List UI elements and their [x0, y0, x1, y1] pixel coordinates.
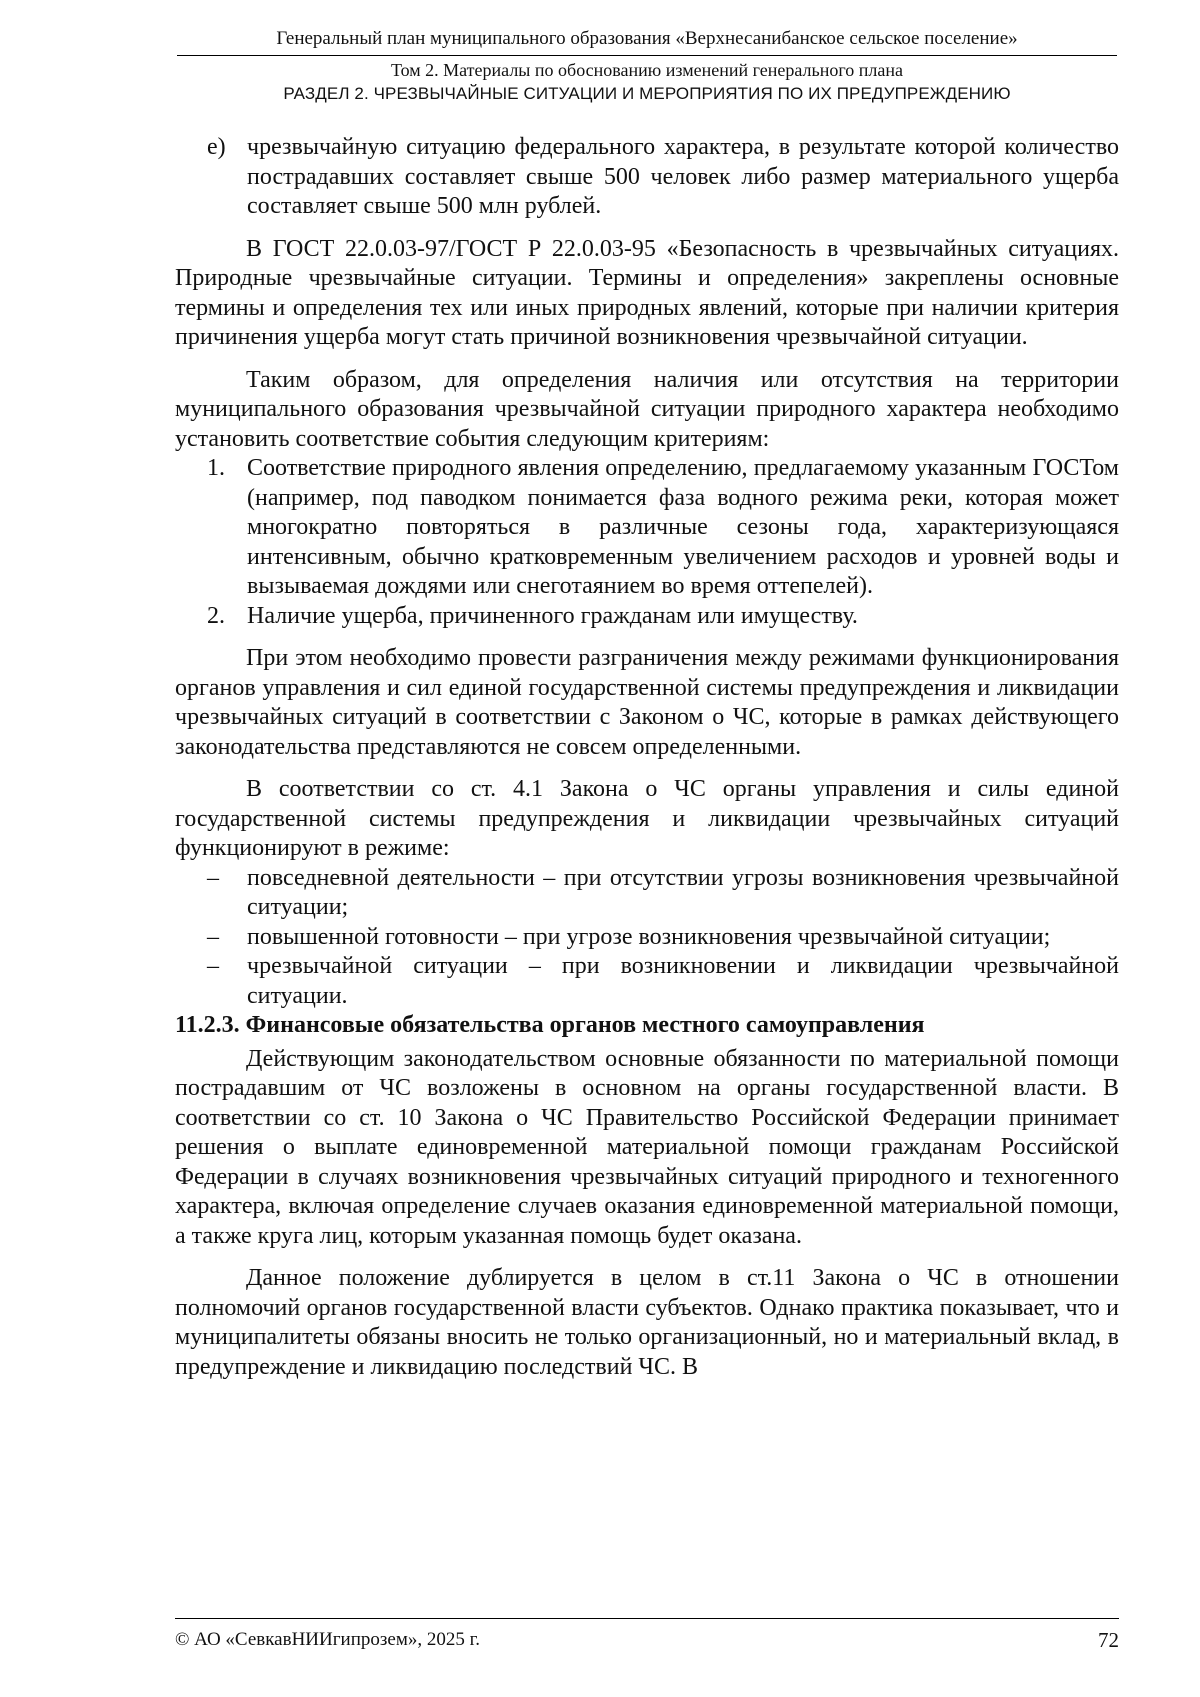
dash-item-3	[175, 952, 1119, 1011]
paragraph-financial-obligations: Действующим законодательством основные обязанности по материальной помощи пострадавшим от ЧС возложены в основном на органы государственной власти. В соответствии со ст. 10 Закона о ЧС Правительство Российской Федерации принимает решения о выплате единовременной материальной помощи гражданам Российской Федерации в случаях возникновения чрезвычайных ситуаций природного и техногенного характера, включая определение случаев оказания единовременной материальной помощи, а также круга лиц, которым указанная помощь будет оказана.	[175, 1045, 1119, 1249]
list-item-text: чрезвычайной ситуации – при возникновении и ликвидации чрезвычайной ситуации.	[247, 953, 1119, 1009]
list-marker: –	[207, 953, 219, 979]
dash-item-1	[175, 864, 1119, 923]
header-volume: Том 2. Материалы по обоснованию изменений генерального плана	[390, 60, 904, 80]
header-section: РАЗДЕЛ 2. ЧРЕЗВЫЧАЙНЫЕ СИТУАЦИИ И МЕРОПРИЯТИЯ ПО ИХ ПРЕДУПРЕЖДЕНИЮ	[283, 84, 1011, 103]
paragraph-article-4-1: В соответствии со ст. 4.1 Закона о ЧС органы управления и силы единой государственной системы предупреждения и ликвидации чрезвычайных ситуаций функционируют в режиме:	[175, 776, 1119, 861]
list-marker: 1.	[207, 455, 225, 481]
section-heading: 11.2.3. Финансовые обязательства органов местного самоуправления	[175, 1012, 925, 1038]
paragraph-regimes: При этом необходимо провести разграничения между режимами функционирования органов управления и сил единой государственной системы предупреждения и ликвидации чрезвычайных ситуаций в соответствии с Законом о ЧС, которые в рамках действующего законодательства представляются не совсем определенными.	[175, 645, 1119, 760]
page-body	[175, 133, 1119, 1382]
list-item-text: Соответствие природного явления определению, предлагаемому указанным ГОСТом (например, под паводком понимается фаза водного режима реки, которая может многократно повторяться в различные сезоны года, характеризующаяся интенсивным, обычно кратковременным увеличением расходов и уровней воды и вызываемая дождями или снеготаянием во время оттепелей).	[247, 455, 1119, 599]
list-marker: –	[207, 864, 219, 891]
paragraph-criteria-intro: Таким образом, для определения наличия или отсутствия на территории муниципального образования чрезвычайной ситуации природного характера необходимо установить соответствие события следующим критериям:	[175, 366, 1119, 452]
paragraph-municipal-contribution: Данное положение дублируется в целом в ст.11 Закона о ЧС в отношении полномочий органов государственной власти субъектов. Однако практика показывает, что и муниципалитеты обязаны вносить не только организационный, но и материальный вклад, в предупреждение и ликвидацию последствий ЧС. В	[175, 1265, 1119, 1380]
list-marker: 2.	[207, 602, 225, 629]
page-footer	[175, 1618, 1119, 1651]
list-marker: е)	[207, 134, 226, 160]
list-item-text: Наличие ущерба, причиненного гражданам или имуществу.	[247, 602, 858, 629]
dash-item-2	[175, 923, 1119, 953]
list-item-e	[175, 133, 1119, 222]
page-number: 72	[1098, 1628, 1119, 1652]
footer-copyright: © АО «СевкавНИИгипрозем», 2025 г.	[175, 1629, 480, 1650]
list-marker: –	[207, 923, 219, 950]
numbered-item-2	[175, 602, 1119, 632]
header-document-title: Генеральный план муниципального образования «Верхнесанибанское сельское поселение»	[177, 28, 1117, 56]
list-item-text: чрезвычайную ситуацию федерального характера, в результате которой количество пострадавших составляет свыше 500 человек либо размер материального ущерба составляет свыше 500 млн рублей.	[247, 134, 1119, 219]
list-item-text: повседневной деятельности – при отсутствии угрозы возникновения чрезвычайной ситуации;	[247, 864, 1119, 920]
numbered-item-1	[175, 454, 1119, 602]
list-item-text: повышенной готовности – при угрозе возникновения чрезвычайной ситуации;	[247, 923, 1051, 950]
paragraph-gost: В ГОСТ 22.0.03-97/ГОСТ Р 22.0.03-95 «Безопасность в чрезвычайных ситуациях. Природные чрезвычайные ситуации. Термины и определения» закреплены основные термины и определения тех или иных природных явлений, которые при наличии критерия причинения ущерба могут стать причиной возникновения чрезвычайной ситуации.	[175, 235, 1119, 350]
page-header	[177, 28, 1117, 105]
